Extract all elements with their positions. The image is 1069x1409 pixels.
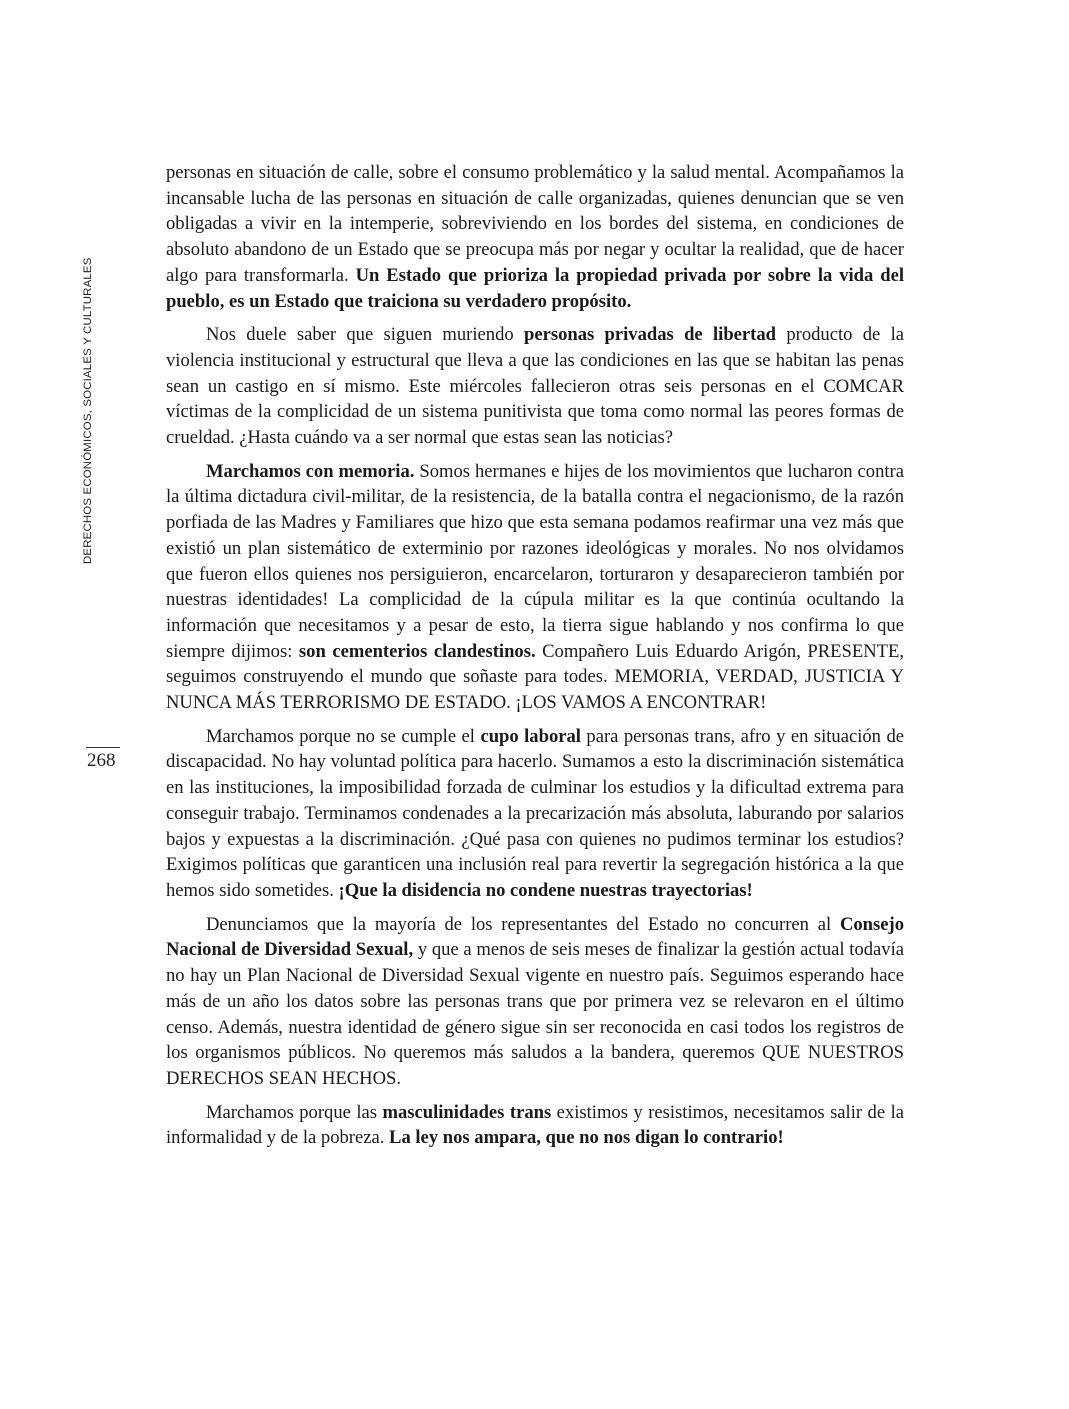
page-number: 268 bbox=[87, 750, 116, 771]
bold-text: Consejo Nacional de Diversidad Sexual, bbox=[166, 913, 904, 961]
paragraph-5 bbox=[166, 912, 904, 1092]
bold-text: ¡Que la disidencia no condene nuestras trayectorias! bbox=[338, 879, 753, 901]
body-text bbox=[166, 160, 904, 1159]
bold-text: Un Estado que prioriza la propiedad privada por sobre la vida del pueblo, es un Estado que traiciona su verdadero propósito. bbox=[166, 264, 904, 312]
text: Marchamos porque las bbox=[206, 1101, 383, 1123]
paragraph-6 bbox=[166, 1100, 904, 1151]
bold-text: La ley nos ampara, que no nos digan lo contrario! bbox=[389, 1127, 784, 1149]
text: y que a menos de seis meses de finalizar la gestión actual todavía no hay un Plan Nacional de Diversidad Sexual vigente en nuestro país. Seguimos esperando hace más de un año los datos sobre las personas trans que por primera vez se relevaron en el último censo. Además, nuestra identidad de género sigue sin ser reconocida en casi todos los registros de los organismos públicos. No queremos más saludos a la bandera, queremos QUE NUESTROS DERECHOS SEAN HECHOS. bbox=[166, 939, 905, 1089]
running-header: DERECHOS ECONÓMICOS, SOCIALES Y CULTURALES bbox=[82, 257, 94, 564]
paragraph-1 bbox=[166, 160, 904, 314]
bold-text: personas privadas de libertad bbox=[523, 324, 777, 346]
paragraph-3 bbox=[166, 459, 904, 716]
bold-text: son cementerios clandestinos. bbox=[298, 640, 536, 662]
text: Somos hermanes e hijes de los movimientos que lucharon contra la última dictadura civil-militar, de la resistencia, de la batalla contra el negacionismo, de la razón porfiada de las Madres y Familiares que hizo que esta semana podamos reafirmar una vez más que existió un plan sistemático de exterminio por razones ideológicas y morales. No nos olvidamos que fueron ellos quienes nos persiguieron, encarcelaron, torturaron y desaparecieron también por nuestras identidades! La complicidad de la cúpula militar es la que continúa ocultando la información que necesitamos y a pesar de esto, la tierra sigue hablando y nos confirma lo que siempre dijimos: bbox=[166, 460, 904, 662]
text: para personas trans, afro y en situación de discapacidad. No hay voluntad política para hacerlo. Sumamos a esto la discriminación sistemática en las instituciones, la imposibilidad forzada de culminar los estudios y la dificultad extrema para conseguir trabajo. Terminamos condenades a la precarización más absoluta, laburando por salarios bajos y expuestas a la discriminación. ¿Qué pasa con quienes no pudimos terminar los estudios? Exigimos políticas que garanticen una inclusión real para revertir la segregación histórica a la que hemos sido sometides. bbox=[166, 725, 904, 901]
text: producto de la violencia institucional y estructural que lleva a que las condiciones en las que se habitan las penas sean un castigo en sí mismo. Este miércoles fallecieron otras seis personas en el COMCAR víctimas de la complicidad de un sistema punitivista que toma como normal las peores formas de crueldad. ¿Hasta cuándo va a ser normal que estas sean las noticias? bbox=[166, 324, 905, 449]
paragraph-4 bbox=[166, 724, 904, 904]
bold-text: Marchamos con memoria. bbox=[206, 460, 415, 482]
bold-text: masculinidades trans bbox=[382, 1101, 552, 1123]
page-number-rule bbox=[86, 747, 120, 748]
bold-text: cupo laboral bbox=[480, 725, 581, 747]
text: Nos duele saber que siguen muriendo bbox=[206, 324, 524, 346]
text: Marchamos porque no se cumple el bbox=[206, 725, 481, 747]
text: Compañero Luis Eduardo Arigón, PRESENTE, seguimos construyendo el mundo que soñaste para todes. MEMORIA, VERDAD, JUSTICIA Y NUNCA MÁS TERRORISMO DE ESTADO. ¡LOS VAMOS A ENCONTRAR! bbox=[166, 640, 904, 714]
text: Denunciamos que la mayoría de los representantes del Estado no concurren al bbox=[206, 913, 840, 935]
text: existimos y resistimos, necesitamos salir de la informalidad y de la pobreza. bbox=[166, 1101, 904, 1149]
text: personas en situación de calle, sobre el consumo problemático y la salud mental. Acompañamos la incansable lucha de las personas en situación de calle organizadas, quienes denuncian que se ven obligadas a vivir en la intemperie, sobreviviendo en los bordes del sistema, en condiciones de absoluto abandono de un Estado que se preocupa más por negar y ocultar la realidad, que de hacer algo para transformarla. bbox=[166, 162, 904, 286]
paragraph-2 bbox=[166, 322, 904, 451]
